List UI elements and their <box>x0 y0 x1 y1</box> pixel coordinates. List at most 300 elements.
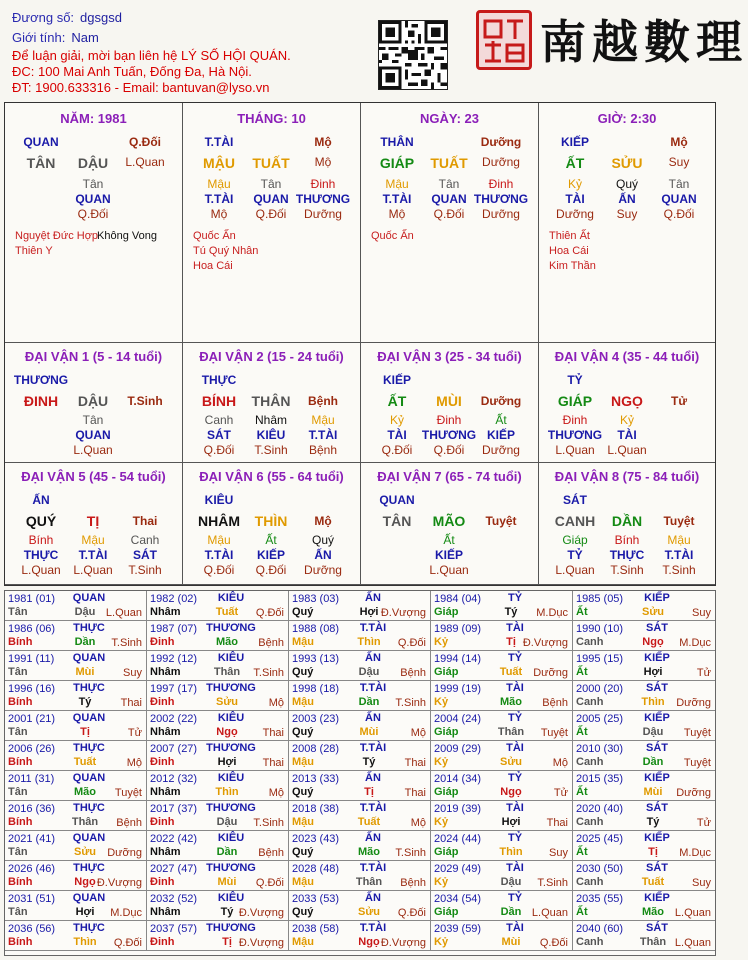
hidden-stem: QUAN <box>75 192 111 206</box>
year-ten-god: TÀI <box>506 922 524 934</box>
hidden-stem: THƯƠNG <box>421 428 477 442</box>
year-ten-god: KIÊU <box>217 892 245 904</box>
year-branch: Tuất <box>215 606 239 618</box>
year-cell <box>147 591 289 621</box>
year-stem: Giáp <box>434 666 459 678</box>
year-ten-god: TỶ <box>507 892 523 904</box>
year-stem: Ất <box>576 846 588 858</box>
pillar-cell <box>5 103 183 343</box>
year-cell <box>573 861 715 891</box>
year-phase: Q.Đối <box>255 607 284 619</box>
year-label: 2006 (26) <box>8 743 56 755</box>
year-stem: Nhâm <box>150 606 181 618</box>
year-cell <box>147 621 289 651</box>
dai-van-cell <box>5 463 183 585</box>
year-branch: Sửu <box>215 696 239 708</box>
gioi-tinh-value: Nam <box>71 30 99 45</box>
year-label: 1999 (19) <box>434 683 482 695</box>
year-ten-god: TỶ <box>507 652 523 664</box>
heavenly-stem: GIÁP <box>557 393 593 409</box>
phase-label: Suy <box>668 155 690 169</box>
year-phase: Q.Đối <box>397 637 426 649</box>
earthly-branch: TUẤT <box>252 155 290 171</box>
earthly-branch: TUẤT <box>430 155 468 171</box>
hidden-stem: Q.Đối <box>77 207 109 221</box>
year-stem: Đinh <box>150 756 175 768</box>
year-branch: Dần <box>74 636 96 648</box>
year-phase: Q.Đối <box>113 937 142 949</box>
year-cell <box>147 891 289 921</box>
year-cell <box>573 801 715 831</box>
year-cell <box>289 591 431 621</box>
hidden-stem: Dưỡng <box>482 207 520 221</box>
year-cell <box>431 921 573 951</box>
year-cell <box>5 711 147 741</box>
year-label: 2016 (36) <box>8 803 56 815</box>
year-phase: Suy <box>692 607 711 619</box>
dai-van-title: ĐẠI VẬN 4 (35 - 44 tuổi) <box>554 349 700 364</box>
hidden-stem: T.TÀI <box>664 548 694 562</box>
year-cell <box>289 801 431 831</box>
year-branch: Tuất <box>357 816 381 828</box>
hidden-stem: TÀI <box>565 192 585 206</box>
year-label: 1985 (05) <box>576 593 624 605</box>
hidden-stem: Kỷ <box>567 177 582 191</box>
year-label: 2029 (49) <box>434 863 482 875</box>
year-branch: Hợi <box>75 906 95 918</box>
hidden-stem: Mậu <box>311 413 335 427</box>
year-phase: Dưỡng <box>676 787 711 799</box>
year-cell <box>573 891 715 921</box>
year-stem: Mậu <box>292 936 314 948</box>
year-phase: Bệnh <box>258 847 284 859</box>
hidden-stem: Q.Đối <box>663 207 695 221</box>
year-ten-god: T.TÀI <box>359 682 387 694</box>
dai-van-ten-god: ẤN <box>32 493 50 507</box>
heavenly-stem: ĐINH <box>23 393 59 409</box>
hidden-stem: L.Quan <box>21 563 61 577</box>
year-label: 2033 (53) <box>292 893 340 905</box>
year-stem: Mậu <box>292 696 314 708</box>
hidden-stem: THỰC <box>609 548 645 562</box>
year-phase: Tuyệt <box>683 727 711 739</box>
phase-label: Thai <box>132 514 158 528</box>
hidden-stem: Mậu <box>81 533 105 547</box>
dai-van-ten-god: THƯƠNG <box>13 373 69 387</box>
year-phase: L.Quan <box>674 907 711 919</box>
year-phase: Thai <box>262 727 284 739</box>
year-stem: Bính <box>8 636 33 648</box>
year-stem: Đinh <box>150 636 175 648</box>
year-phase: Thai <box>404 787 426 799</box>
star-item: Không Vong <box>97 230 157 242</box>
year-stem: Ất <box>576 666 588 678</box>
hidden-stem: Dưỡng <box>482 443 520 457</box>
year-branch: Mùi <box>75 666 95 678</box>
year-branch: Tị <box>80 726 90 738</box>
year-label: 2011 (31) <box>8 773 55 785</box>
year-label: 2010 (30) <box>576 743 624 755</box>
chart-grid <box>4 102 716 586</box>
phase-label: L.Quan <box>125 155 165 169</box>
year-label: 2015 (35) <box>576 773 624 785</box>
year-label: 2004 (24) <box>434 713 482 725</box>
year-ten-god: KIẾP <box>644 712 670 724</box>
year-label: 2021 (41) <box>8 833 56 845</box>
pillar-cell <box>361 103 539 343</box>
year-ten-god: ẤN <box>365 892 381 904</box>
year-branch: Ngọ <box>500 786 522 798</box>
year-stem: Mậu <box>292 816 314 828</box>
year-ten-god: ẤN <box>365 712 381 724</box>
hidden-stem: L.Quan <box>555 443 595 457</box>
year-stem: Kỷ <box>434 876 449 888</box>
hidden-stem: KIẾP <box>486 428 515 442</box>
year-ten-god: THỰC <box>73 622 105 634</box>
hidden-stem: Tân <box>82 413 104 427</box>
year-phase: T.Sinh <box>395 847 426 859</box>
year-branch: Sửu <box>73 846 97 858</box>
year-branch: Tuất <box>641 876 665 888</box>
year-phase: Thai <box>262 757 284 769</box>
year-cell <box>573 921 715 951</box>
hidden-stem: Mậu <box>385 177 409 191</box>
year-cell <box>573 771 715 801</box>
year-ten-god: SÁT <box>646 622 668 634</box>
year-cell <box>289 741 431 771</box>
duong-so-value: dgsgsd <box>80 10 122 25</box>
earthly-branch: TỊ <box>86 513 100 529</box>
dai-van-cell <box>361 343 539 463</box>
year-stem: Canh <box>576 936 604 948</box>
hidden-stem: Tân <box>438 177 460 191</box>
heavenly-stem: MẬU <box>203 155 235 171</box>
year-phase: Tuyệt <box>540 727 568 739</box>
year-label: 2024 (44) <box>434 833 482 845</box>
dai-van-cell <box>361 463 539 585</box>
year-stem: Kỷ <box>434 816 449 828</box>
year-label: 2025 (45) <box>576 833 624 845</box>
star-item: Quốc Ấn <box>193 230 236 242</box>
earthly-branch: THÌN <box>254 513 288 529</box>
earthly-branch: MÙI <box>436 393 462 409</box>
year-branch: Mùi <box>643 786 663 798</box>
year-ten-god: ẤN <box>365 832 381 844</box>
year-ten-god: THƯƠNG <box>206 802 256 814</box>
year-stem: Bính <box>8 816 33 828</box>
hidden-stem: Đinh <box>488 177 514 191</box>
dai-van-title: ĐẠI VẬN 6 (55 - 64 tuổi) <box>199 469 344 484</box>
year-ten-god: KIÊU <box>217 592 245 604</box>
hidden-stem: Suy <box>616 207 638 221</box>
dai-van-cell <box>183 463 361 585</box>
year-branch: Thìn <box>73 936 97 948</box>
year-ten-god: THỰC <box>73 802 105 814</box>
dai-van-ten-god: TỶ <box>567 373 583 387</box>
year-stem: Quý <box>292 606 314 618</box>
hidden-stem: T.TÀI <box>204 192 234 206</box>
year-branch: Thân <box>213 666 241 678</box>
dai-van-title: ĐẠI VẬN 5 (45 - 54 tuổi) <box>21 469 166 484</box>
pillar-title: GIỜ: 2:30 <box>597 111 657 126</box>
year-cell <box>147 921 289 951</box>
year-branch: Tuất <box>73 756 97 768</box>
dai-van-ten-god: KIÊU <box>204 493 234 507</box>
year-phase: Dưỡng <box>676 697 711 709</box>
year-stem: Nhâm <box>150 726 181 738</box>
year-label: 2003 (23) <box>292 713 340 725</box>
hidden-stem: SÁT <box>133 548 157 562</box>
dai-van-title: ĐẠI VẬN 7 (65 - 74 tuổi) <box>377 469 522 484</box>
year-branch: Ngọ <box>216 726 238 738</box>
year-ten-god: SÁT <box>646 802 668 814</box>
star-item: Thiên Ất <box>549 230 590 242</box>
year-cell <box>573 681 715 711</box>
hidden-stem: Đinh <box>436 413 462 427</box>
pillar-ten-god: THÂN <box>380 135 414 149</box>
hidden-stem: Quý <box>311 533 334 547</box>
year-branch: Tị <box>364 786 374 798</box>
hidden-stem: Q.Đối <box>255 563 287 577</box>
year-label: 1997 (17) <box>150 683 198 695</box>
year-branch: Mão <box>74 786 96 798</box>
year-stem: Mậu <box>292 636 314 648</box>
year-cell <box>147 861 289 891</box>
year-label: 2008 (28) <box>292 743 340 755</box>
year-stem: Tân <box>8 666 28 678</box>
hidden-stem: Tân <box>82 177 104 191</box>
year-branch: Thân <box>497 726 525 738</box>
hidden-stem: KIÊU <box>256 428 286 442</box>
year-phase: M.Dục <box>110 907 142 919</box>
year-stem: Tân <box>8 906 28 918</box>
duong-so-label: Đương số: <box>12 10 75 25</box>
year-label: 2019 (39) <box>434 803 482 815</box>
year-cell <box>289 831 431 861</box>
year-ten-god: T.TÀI <box>359 922 387 934</box>
year-label: 2009 (29) <box>434 743 482 755</box>
heavenly-stem: TÂN <box>382 513 412 529</box>
year-branch: Mão <box>358 846 380 858</box>
hidden-stem: QUAN <box>75 428 111 442</box>
year-stem: Ất <box>576 906 588 918</box>
year-branch: Tị <box>506 636 516 648</box>
year-ten-god: TÀI <box>506 682 524 694</box>
year-ten-god: QUAN <box>72 892 106 904</box>
year-stem: Nhâm <box>150 846 181 858</box>
hidden-stem: THƯƠNG <box>295 192 351 206</box>
heavenly-stem: QUÝ <box>25 513 57 529</box>
year-ten-god: ẤN <box>365 652 381 664</box>
year-stem: Giáp <box>434 846 459 858</box>
year-branch: Mùi <box>217 876 237 888</box>
year-phase: Tuyệt <box>683 757 711 769</box>
hidden-stem: THƯƠNG <box>473 192 529 206</box>
year-phase: Đ.Vượng <box>238 937 284 949</box>
hidden-stem: Q.Đối <box>433 207 465 221</box>
year-ten-god: TỶ <box>507 592 523 604</box>
year-branch: Hợi <box>501 816 521 828</box>
year-branch: Mão <box>500 696 522 708</box>
year-phase: Mộ <box>410 817 426 829</box>
year-cell <box>431 591 573 621</box>
year-cell <box>431 711 573 741</box>
hidden-stem: T.TÀI <box>382 192 412 206</box>
year-ten-god: KIẾP <box>644 592 670 604</box>
year-phase: Tử <box>696 817 711 829</box>
year-branch: Dậu <box>216 816 238 828</box>
year-phase: Đ.Vượng <box>380 607 426 619</box>
year-cell <box>147 681 289 711</box>
hidden-stem: Mậu <box>207 177 231 191</box>
year-phase: Bệnh <box>258 637 284 649</box>
year-cell <box>573 591 715 621</box>
year-phase: Q.Đối <box>397 907 426 919</box>
year-branch: Dậu <box>358 666 380 678</box>
year-stem: Đinh <box>150 816 175 828</box>
phase-label: Dưỡng <box>480 394 522 408</box>
year-ten-god: TÀI <box>506 862 524 874</box>
year-label: 2005 (25) <box>576 713 624 725</box>
year-cell <box>5 891 147 921</box>
year-branch: Thân <box>355 876 383 888</box>
year-cell <box>147 741 289 771</box>
year-cell <box>289 891 431 921</box>
pillar-ten-god: Mộ <box>670 135 688 149</box>
year-cell <box>431 681 573 711</box>
year-phase: M.Dục <box>679 847 711 859</box>
year-stem: Kỷ <box>434 756 449 768</box>
pillar-cell <box>539 103 715 343</box>
year-label: 2001 (21) <box>8 713 56 725</box>
year-ten-god: THỰC <box>73 682 105 694</box>
year-phase: Bệnh <box>542 697 568 709</box>
year-stem: Canh <box>576 636 604 648</box>
year-label: 2030 (50) <box>576 863 624 875</box>
dai-van-cell <box>539 343 715 463</box>
hidden-stem: TÀI <box>387 428 407 442</box>
dai-van-title: ĐẠI VẬN 1 (5 - 14 tuổi) <box>24 349 163 364</box>
year-stem: Ất <box>576 606 588 618</box>
year-branch: Dần <box>500 906 522 918</box>
year-ten-god: KIẾP <box>644 772 670 784</box>
dai-van-cell <box>183 343 361 463</box>
year-cell <box>289 771 431 801</box>
year-cell <box>5 861 147 891</box>
year-stem: Ất <box>576 786 588 798</box>
year-branch: Sửu <box>357 906 381 918</box>
year-phase: Mộ <box>268 697 284 709</box>
year-label: 2012 (32) <box>150 773 198 785</box>
year-phase: Mộ <box>410 727 426 739</box>
year-branch: Mùi <box>359 726 379 738</box>
year-ten-god: THỰC <box>73 862 105 874</box>
year-cell <box>5 831 147 861</box>
year-phase: Q.Đối <box>255 877 284 889</box>
year-branch: Sửu <box>499 756 523 768</box>
year-phase: Suy <box>549 847 568 859</box>
hidden-stem: Mộ <box>388 207 406 221</box>
year-branch: Thìn <box>357 636 381 648</box>
year-branch: Tý <box>78 696 92 708</box>
star-item: Quốc Ấn <box>371 230 414 242</box>
year-label: 2002 (22) <box>150 713 198 725</box>
phase-label: Tử <box>670 394 688 408</box>
dai-van-cell <box>5 343 183 463</box>
year-ten-god: THƯƠNG <box>206 862 256 874</box>
star-list <box>193 229 258 274</box>
year-label: 2023 (43) <box>292 833 340 845</box>
year-branch: Dần <box>642 756 664 768</box>
year-phase: Suy <box>692 877 711 889</box>
hidden-stem: Dưỡng <box>304 207 342 221</box>
phase-label: Tuyệt <box>485 514 517 528</box>
star-item: Tú Quý Nhân <box>193 245 259 257</box>
year-ten-god: SÁT <box>646 922 668 934</box>
year-stem: Bính <box>8 876 33 888</box>
hidden-stem: Bính <box>614 533 640 547</box>
year-ten-god: KIẾP <box>644 832 670 844</box>
qr-code-icon <box>378 20 448 90</box>
year-phase: Bệnh <box>400 667 426 679</box>
hidden-stem: ẤN <box>314 548 332 562</box>
year-cell <box>573 711 715 741</box>
dai-van-title: ĐẠI VẬN 3 (25 - 34 tuổi) <box>377 349 522 364</box>
hidden-stem: QUAN <box>431 192 467 206</box>
year-stem: Giáp <box>434 606 459 618</box>
year-cell <box>289 621 431 651</box>
year-stem: Nhâm <box>150 906 181 918</box>
year-branch: Dậu <box>74 606 96 618</box>
star-item: Thiên Y <box>15 245 53 257</box>
year-stem: Nhâm <box>150 666 181 678</box>
year-ten-god: TÀI <box>506 802 524 814</box>
hidden-stem: T.Sinh <box>610 563 644 577</box>
year-stem: Giáp <box>434 786 459 798</box>
year-label: 1991 (11) <box>8 653 55 665</box>
year-branch: Ngọ <box>358 936 380 948</box>
year-label: 2018 (38) <box>292 803 340 815</box>
phase-label: T.Sinh <box>127 394 163 408</box>
year-stem: Quý <box>292 666 314 678</box>
hidden-stem: Q.Đối <box>203 443 235 457</box>
year-stem: Mậu <box>292 876 314 888</box>
year-stem: Tân <box>8 606 28 618</box>
pillar-ten-god: Mộ <box>314 135 332 149</box>
year-stem: Đinh <box>150 876 175 888</box>
year-branch: Tị <box>222 936 232 948</box>
dai-van-title: ĐẠI VẬN 8 (75 - 84 tuổi) <box>554 469 700 484</box>
year-phase: Bệnh <box>400 877 426 889</box>
year-ten-god: T.TÀI <box>359 622 387 634</box>
hidden-stem: Mậu <box>667 533 691 547</box>
year-branch: Thìn <box>641 696 665 708</box>
year-ten-god: KIÊU <box>217 832 245 844</box>
year-phase: Đ.Vượng <box>96 877 142 889</box>
year-branch: Tý <box>362 756 376 768</box>
hidden-stem: T.Sinh <box>128 563 162 577</box>
year-ten-god: SÁT <box>646 862 668 874</box>
pillar-title: NĂM: 1981 <box>60 111 127 126</box>
year-phase: T.Sinh <box>537 877 568 889</box>
year-stem: Nhâm <box>150 786 181 798</box>
phase-label: Bệnh <box>308 394 338 408</box>
hidden-stem: Canh <box>204 413 234 427</box>
year-branch: Thìn <box>499 846 523 858</box>
year-phase: Dưỡng <box>107 847 142 859</box>
heavenly-stem: GIÁP <box>379 155 415 171</box>
year-stem: Tân <box>8 726 28 738</box>
